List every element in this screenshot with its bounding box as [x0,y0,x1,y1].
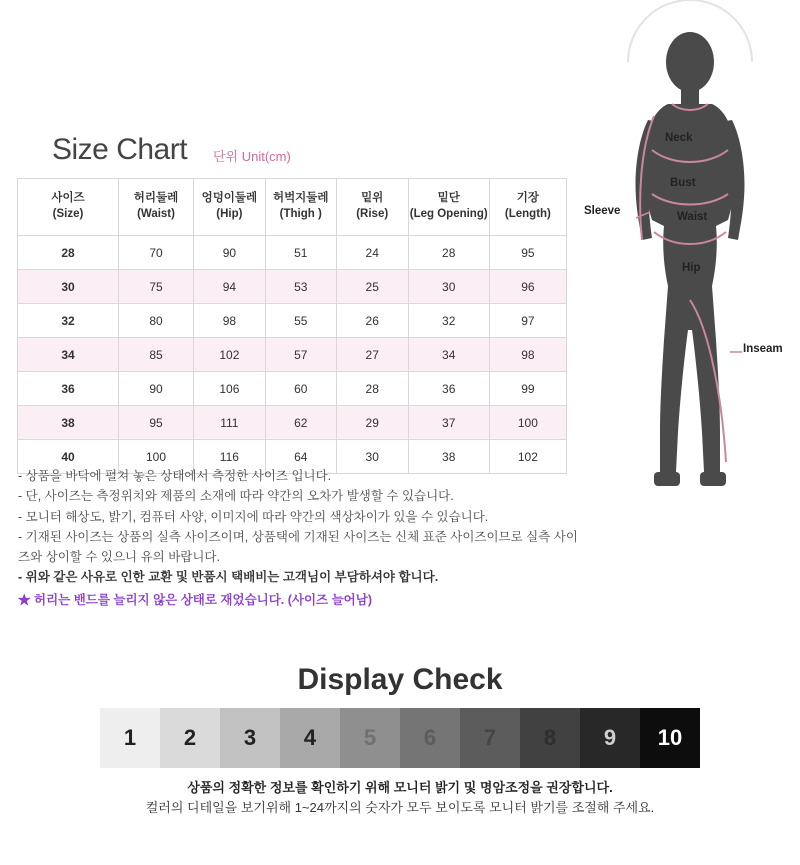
cell-rise: 26 [336,304,408,338]
cell-rise: 28 [336,372,408,406]
swatch-6: 6 [400,708,460,768]
note-star-text: 허리는 밴드를 늘리지 않은 상태로 재었습니다. (사이즈 늘어남) [34,592,372,607]
cell-hip: 98 [194,304,266,338]
note-line-1: - 상품을 바닥에 펼쳐 놓은 상태에서 측정한 사이즈 입니다. [18,469,332,483]
cell-leg-opening: 38 [408,440,489,474]
cell-size: 30 [18,270,119,304]
cell-thigh: 51 [265,236,336,270]
cell-length: 96 [489,270,566,304]
swatch-3: 3 [220,708,280,768]
display-note-line-1: 상품의 정확한 정보를 확인하기 위해 모니터 밝기 및 명암조정을 권장합니다. [187,780,613,795]
column-header-rise-en: (Rise) [356,208,389,220]
column-header-leg-opening [408,179,489,236]
note-line-star [18,590,578,610]
note-line-2: - 단, 사이즈는 측정위치와 제품의 소재에 따라 약간의 오차가 발생할 수 있습니다. [18,489,454,504]
note-line-strong: - 위와 같은 사유로 인한 교환 및 반품시 택배비는 고객님이 부담하셔야 합니다. [18,570,439,585]
cell-length: 97 [489,304,566,338]
size-table-head [18,179,567,236]
cell-length: 95 [489,236,566,270]
column-header-leg-opening-en: (Leg Opening) [409,208,488,220]
swatch-5: 5 [340,708,400,768]
cell-waist: 90 [119,372,194,406]
swatch-2: 2 [160,708,220,768]
cell-waist: 75 [119,270,194,304]
cell-leg-opening: 30 [408,270,489,304]
cell-thigh: 64 [265,440,336,474]
cell-hip: 111 [194,406,266,440]
column-header-rise-ko: 밑위 [361,192,384,205]
cell-leg-opening: 34 [408,338,489,372]
table-row [18,406,567,440]
cell-thigh: 53 [265,270,336,304]
figure-label-waist: Waist [677,211,708,223]
cell-size: 36 [18,372,119,406]
table-row [18,304,567,338]
size-table-body [18,236,567,474]
column-header-size-en: (Size) [52,208,84,220]
cell-thigh: 60 [265,372,336,406]
cell-waist: 80 [119,304,194,338]
display-check-swatch-row [100,708,700,768]
cell-thigh: 55 [265,304,336,338]
size-table-header-row [18,179,567,236]
cell-leg-opening: 37 [408,406,489,440]
figure-label-hip: Hip [682,262,701,274]
column-header-waist-en: (Waist) [137,208,175,220]
cell-waist: 95 [119,406,194,440]
table-row [18,338,567,372]
swatch-7: 7 [460,708,520,768]
column-header-waist-ko: 허리둘레 [133,192,179,205]
column-header-hip-ko: 엉덩이둘레 [201,192,258,205]
cell-rise: 27 [336,338,408,372]
cell-length: 102 [489,440,566,474]
star-icon: ★ [18,592,31,607]
cell-rise: 25 [336,270,408,304]
cell-size: 40 [18,440,119,474]
size-chart-unit: 단위 Unit(cm) [213,149,291,164]
column-header-size [18,179,119,236]
cell-rise: 24 [336,236,408,270]
cell-size: 32 [18,304,119,338]
column-header-thigh [265,179,336,236]
cell-leg-opening: 28 [408,236,489,270]
table-row [18,372,567,406]
display-check-note [0,778,800,818]
cell-rise: 30 [336,440,408,474]
cell-hip: 116 [194,440,266,474]
swatch-1: 1 [100,708,160,768]
swatch-8: 8 [520,708,580,768]
column-header-leg-opening-ko: 밑단 [437,192,460,205]
cell-leg-opening: 32 [408,304,489,338]
figure-label-sleeve: Sleeve [584,205,621,217]
cell-rise: 29 [336,406,408,440]
figure-label-bust: Bust [670,177,696,189]
size-table [17,178,567,474]
swatch-4: 4 [280,708,340,768]
column-header-length-ko: 기장 [516,192,539,205]
cell-length: 100 [489,406,566,440]
column-header-thigh-ko: 허벅지둘레 [272,192,329,205]
cell-length: 98 [489,338,566,372]
cell-waist: 85 [119,338,194,372]
display-check-title: Display Check [297,663,503,696]
cell-size: 34 [18,338,119,372]
cell-hip: 94 [194,270,266,304]
cell-hip: 90 [194,236,266,270]
body-figure-illustration [580,0,800,520]
table-row [18,236,567,270]
cell-hip: 106 [194,372,266,406]
swatch-9: 9 [580,708,640,768]
column-header-hip-en: (Hip) [216,208,243,220]
figure-label-neck: Neck [665,132,693,144]
size-notes [18,466,578,610]
swatch-10: 10 [640,708,700,768]
display-note-line-2: 컬러의 디테일을 보기위해 1~24까지의 숫자가 모두 보이도록 모니터 밝기를 조절해 주세요. [145,800,655,816]
note-line-4: - 기재된 사이즈는 상품의 실측 사이즈이며, 상품택에 기재된 사이즈는 신체 표준 사이즈이므로 실측 사이즈와 상이할 수 있으니 유의 바랍니다. [18,529,578,564]
column-header-rise [336,179,408,236]
body-measurement-figure [580,0,800,520]
cell-waist: 70 [119,236,194,270]
cell-thigh: 62 [265,406,336,440]
cell-leg-opening: 36 [408,372,489,406]
cell-length: 99 [489,372,566,406]
cell-waist: 100 [119,440,194,474]
note-line-3: - 모니터 해상도, 밝기, 컴퓨터 사양, 이미지에 따라 약간의 색상차이가 있을 수 있습니다. [18,509,489,524]
column-header-length [489,179,566,236]
table-row [18,270,567,304]
cell-size: 38 [18,406,119,440]
figure-label-inseam: Inseam [743,343,783,355]
column-header-thigh-en: (Thigh ) [279,208,322,220]
column-header-waist [119,179,194,236]
size-chart-title: Size Chart [52,133,188,166]
display-check-section [0,630,800,865]
cell-size: 28 [18,236,119,270]
cell-hip: 102 [194,338,266,372]
column-header-hip [194,179,266,236]
column-header-length-en: (Length) [504,208,551,220]
column-header-size-ko: 사이즈 [51,192,85,205]
cell-thigh: 57 [265,338,336,372]
